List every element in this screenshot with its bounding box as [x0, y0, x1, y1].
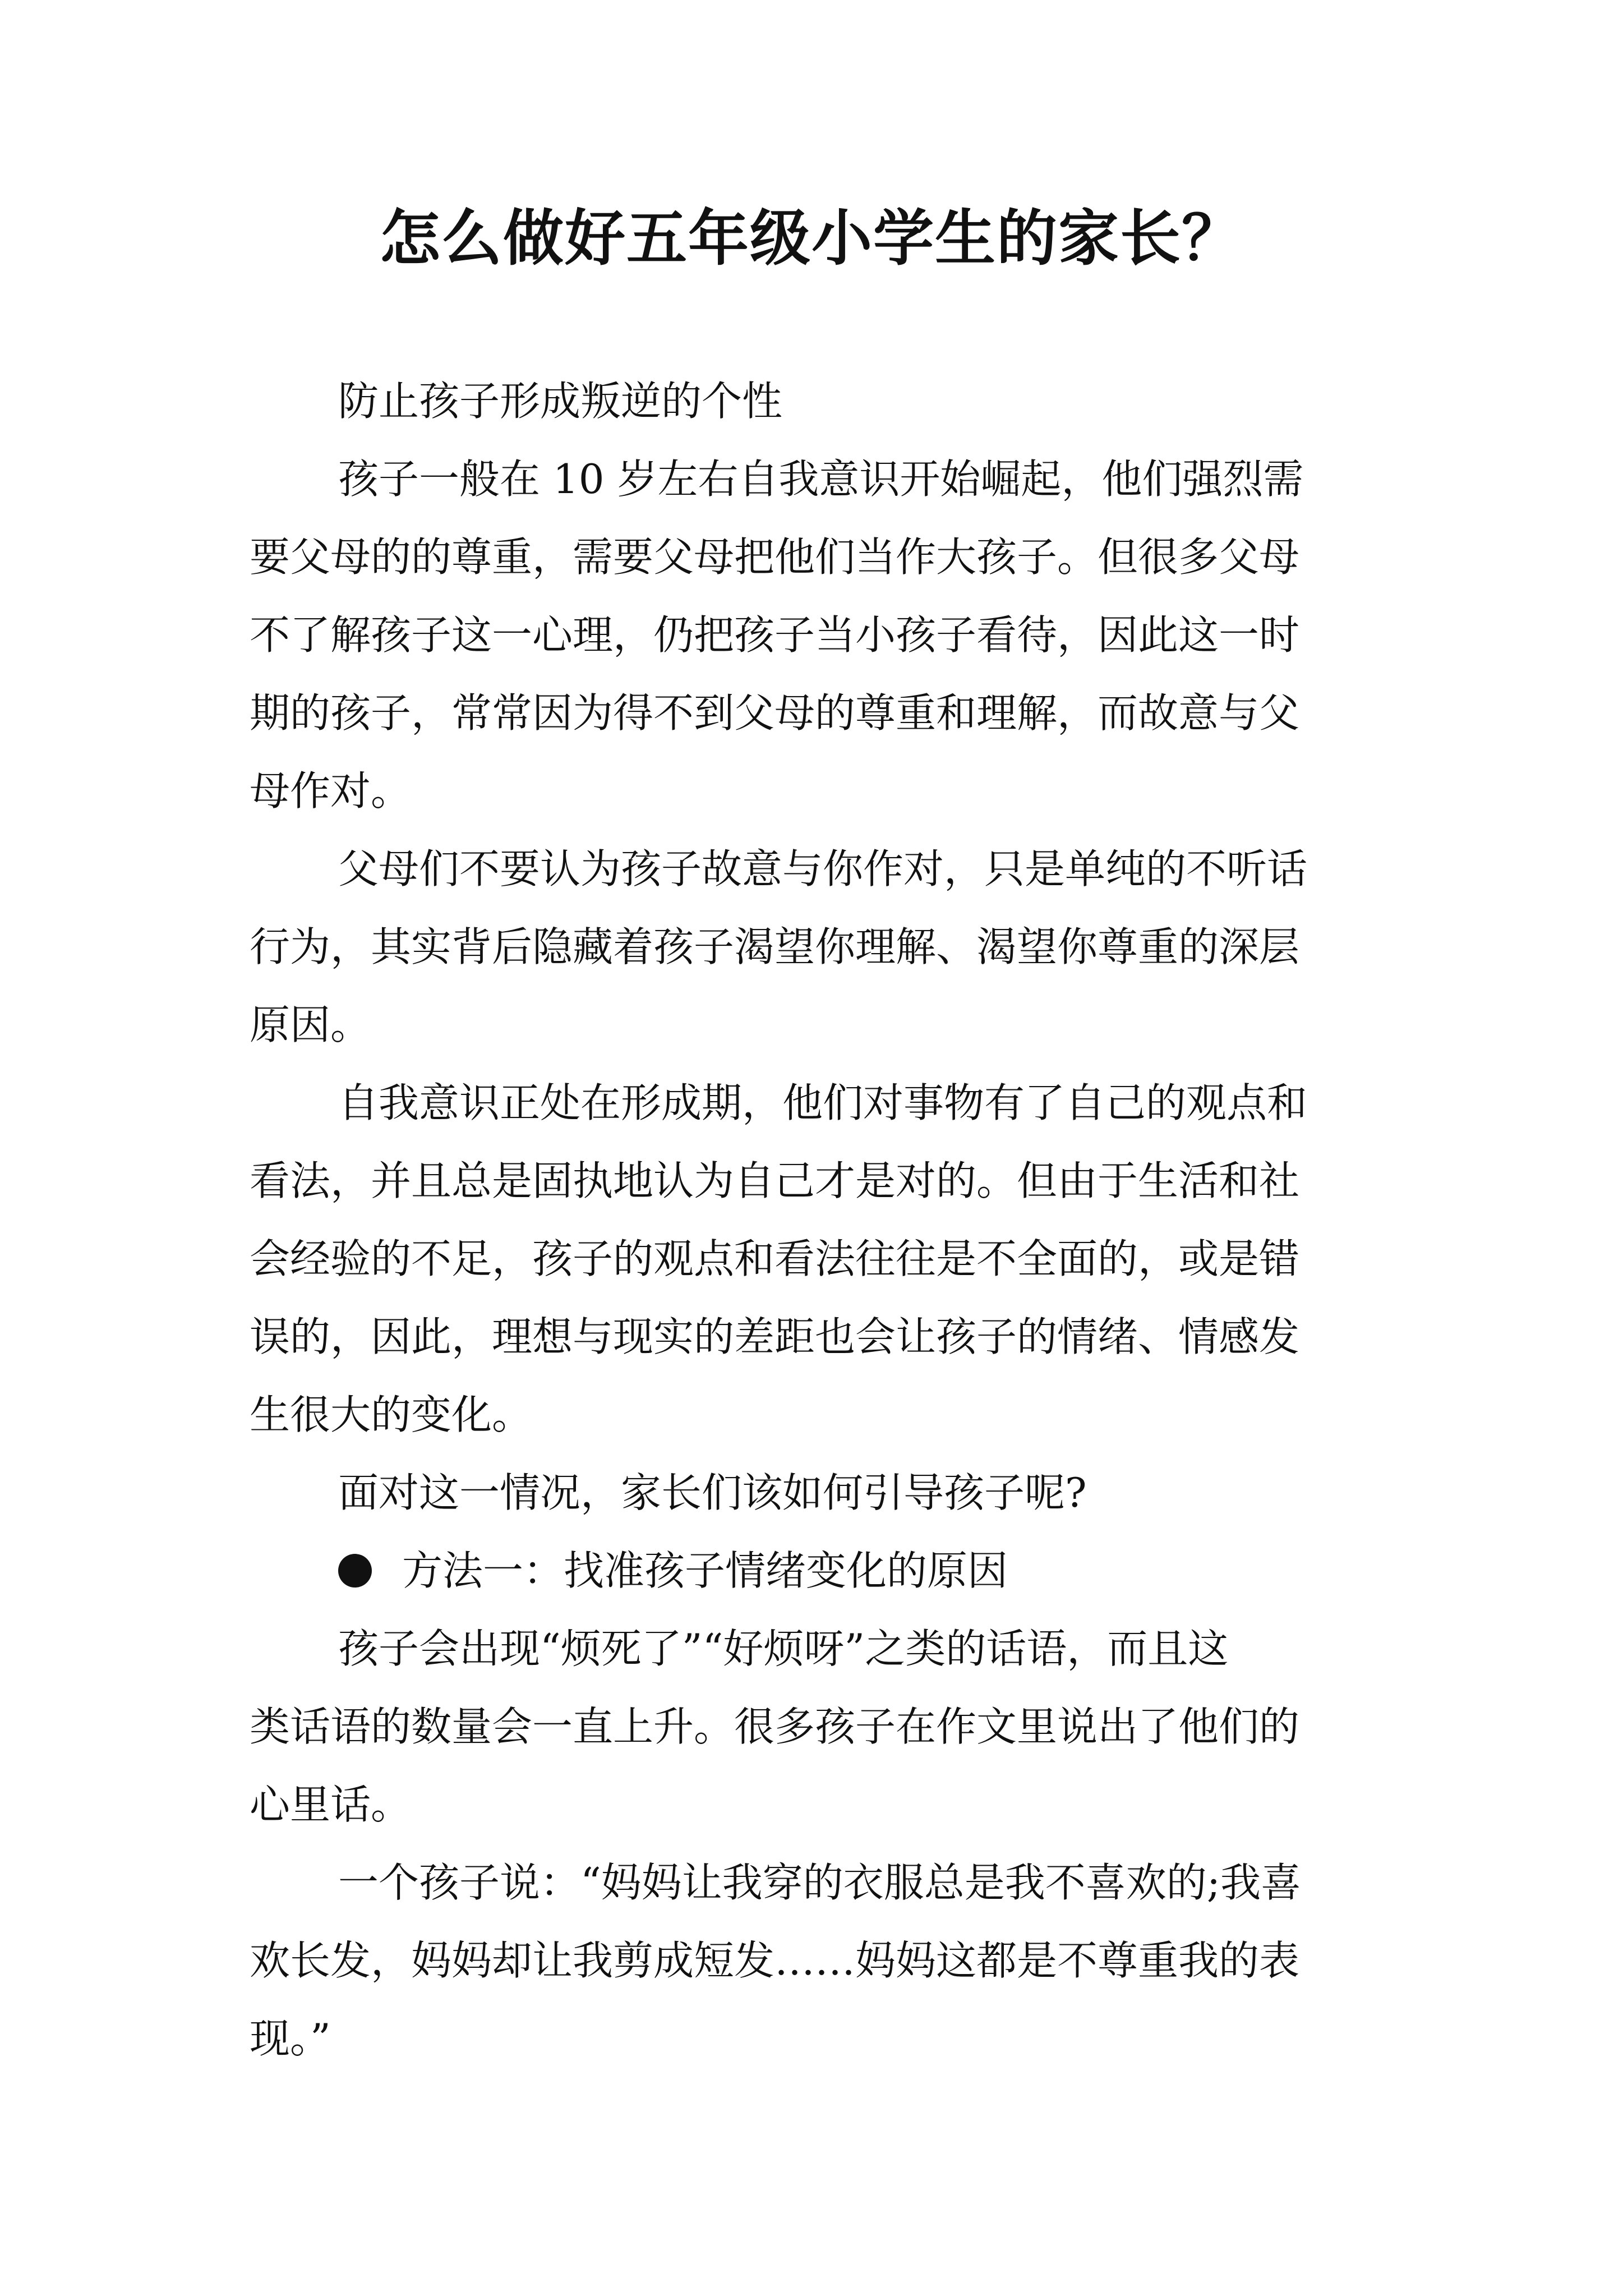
- document-title: 怎么做好五年级小学生的家长？: [379, 203, 1243, 274]
- paragraph-line: 原因。: [250, 1001, 371, 1048]
- paragraph-line: 生很大的变化。: [250, 1391, 533, 1438]
- bullet-icon: [338, 1554, 372, 1588]
- paragraph-line: 现。”: [250, 2015, 331, 2062]
- method-heading: [338, 1540, 1008, 1602]
- paragraph-line: 自我意识正处在形成期，他们对事物有了自己的观点和: [338, 1079, 1308, 1126]
- paragraph-line: 行为，其实背后隐藏着孩子渴望你理解、渴望你尊重的深层: [250, 923, 1300, 970]
- paragraph-line: 欢长发，妈妈却让我剪成短发……妈妈这都是不尊重我的表: [250, 1937, 1300, 1984]
- paragraph-line: 不了解孩子这一心理，仍把孩子当小孩子看待，因此这一时: [250, 611, 1300, 659]
- paragraph-line: 母作对。: [250, 767, 412, 815]
- paragraph-line: 孩子一般在 10 岁左右自我意识开始崛起，他们强烈需: [338, 455, 1304, 503]
- paragraph-line: 要父母的的尊重，需要父母把他们当作大孩子。但很多父母: [250, 533, 1300, 581]
- method-heading-text: 方法一：找准孩子情绪变化的原因: [402, 1547, 1008, 1594]
- paragraph-line: 心里话。: [250, 1781, 412, 1828]
- paragraph-line: 误的，因此，理想与现实的差距也会让孩子的情绪、情感发: [250, 1313, 1300, 1360]
- paragraph-line: 面对这一情况，家长们该如何引导孩子呢?: [338, 1469, 1087, 1516]
- paragraph-line: 一个孩子说：“妈妈让我穿的衣服总是我不喜欢的;我喜: [338, 1859, 1302, 1906]
- paragraph-line: 父母们不要认为孩子故意与你作对，只是单纯的不听话: [338, 845, 1308, 892]
- paragraph-line: 会经验的不足，孩子的观点和看法往往是不全面的，或是错: [250, 1235, 1300, 1282]
- paragraph-line: 期的孩子，常常因为得不到父母的尊重和理解，而故意与父: [250, 689, 1300, 737]
- paragraph-line: 看法，并且总是固执地认为自己才是对的。但由于生活和社: [250, 1157, 1300, 1204]
- paragraph-line: 孩子会出现“烦死了”“好烦呀”之类的话语，而且这: [338, 1625, 1229, 1672]
- section-heading: 防止孩子形成叛逆的个性: [338, 378, 783, 425]
- paragraph-line: 类话语的数量会一直上升。很多孩子在作文里说出了他们的: [250, 1703, 1300, 1750]
